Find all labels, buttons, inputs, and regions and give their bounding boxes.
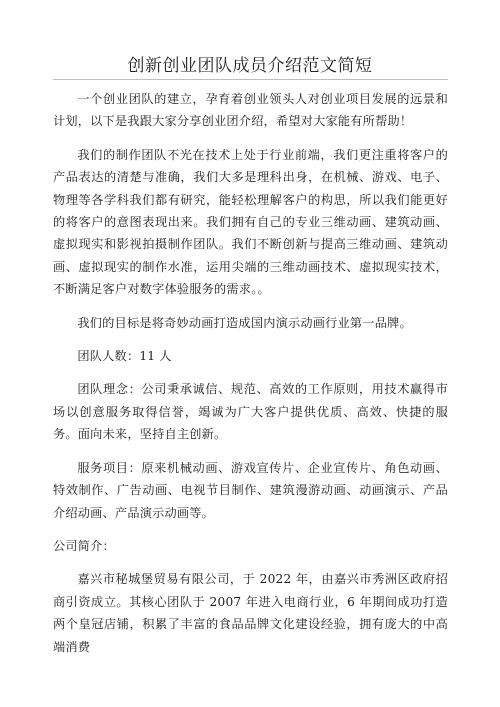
paragraph-intro: 一个创业团队的建立，孕育着创业领头人对创业项目发展的远景和计划，以下是我跟大家分享创业团介绍，希望对大家能有所帮助！ — [53, 92, 448, 129]
paragraph-philosophy: 团队理念：公司秉承诚信、规范、高效的工作原则，用技术赢得市场以创意服务取得信誉，竭诚为广大客户提供优质、高效、快捷的服务。面向未来，坚持自主创新。 — [53, 382, 448, 442]
title-divider — [53, 79, 448, 80]
paragraph-team: 我们的制作团队不光在技术上处于行业前端，我们更注重将客户的产品表达的清楚与准确，我们大多是理科出身，在机械、游戏、电子、物理等各学科我们都有研究，能轻松理解客户的构思，所以我们能更好的将客户的意图表现出来。我们拥有自己的专业三维动画、建筑动画、虚拟现实和影视拍摄制作团队。我们不断创新与提高三维动画、建筑动画、虚拟现实的制作水准，运用尖端的三维动画技术、虚拟现实技术，不断满足客户对数字体验服务的需求。。 — [53, 147, 448, 297]
paragraph-services: 服务项目：原来机械动画、游戏宣传片、企业宣传片、角色动画、特效制作、广告动画、电视节目制作、建筑漫游动画、动画演示、产品介绍动画、产品演示动画等。 — [53, 460, 448, 520]
paragraph-goal: 我们的目标是将奇妙动画打造成国内演示动画行业第一品牌。 — [77, 315, 412, 330]
paragraph-company-heading: 公司简介： — [53, 538, 115, 553]
document-body — [53, 88, 448, 658]
document-title: 创新创业团队成员介绍范文简短 — [127, 56, 373, 76]
paragraph-company-profile: 嘉兴市秘城堡贸易有限公司，于 2022 年，由嘉兴市秀洲区政府招商引资成立。其核心团队于 2007 年进入电商行业，6 年期间成功打造两个皇冠店铺，积累了丰富的食品品牌文化建设经验，拥有庞大的中高端消费 — [53, 572, 448, 654]
paragraph-team-size: 团队人数：11 人 — [77, 349, 172, 364]
